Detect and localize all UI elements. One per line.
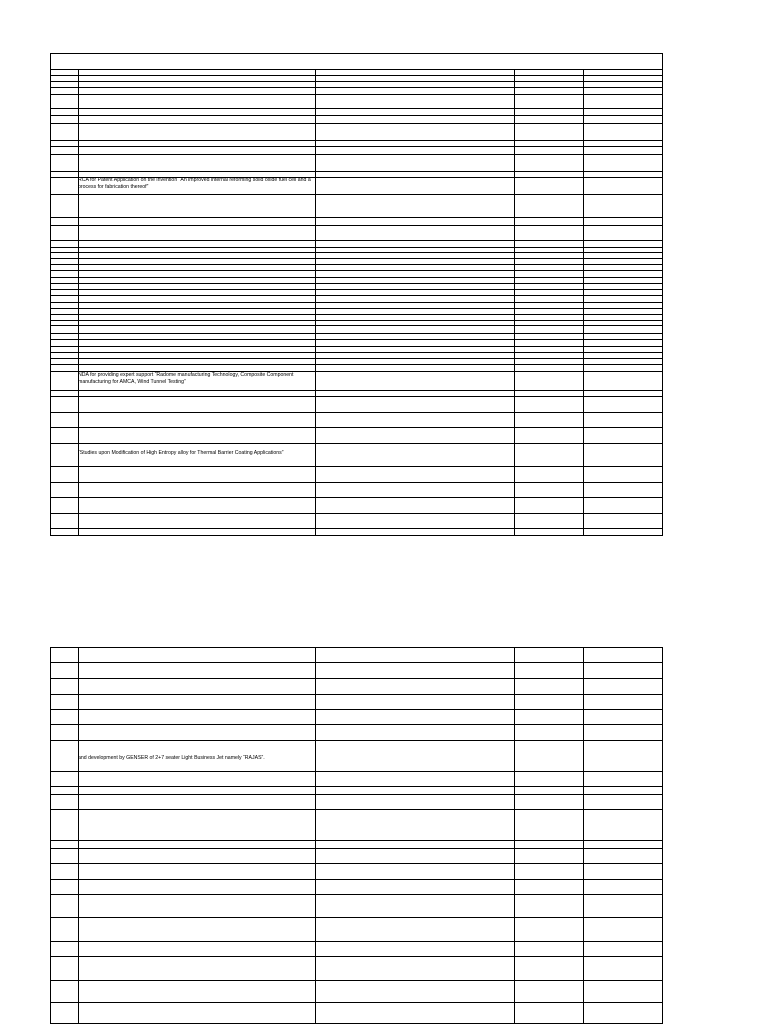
table-row-border: [50, 1002, 662, 1003]
table-row-cell-genser-rajas: and development by GENSER of 2+7 seater Light Business Jet namely “RAJAS”.: [78, 755, 265, 761]
table-row-border: [50, 358, 662, 359]
table-row-border: [50, 289, 662, 290]
table-row-border: [50, 53, 662, 54]
table-row-border: [50, 194, 662, 195]
table-row-border: [50, 108, 662, 109]
table-row-border: [50, 980, 662, 981]
table-row-border: [50, 270, 662, 271]
table-row-border: [50, 894, 662, 895]
table-row-border: [50, 94, 662, 95]
table-row-border: [50, 81, 662, 82]
table-row-border: [50, 69, 662, 70]
table-row-border: [50, 87, 662, 88]
table-row-border: [50, 225, 662, 226]
table-column-border: [662, 53, 663, 536]
table-row-border: [50, 662, 662, 663]
table-row-border: [50, 364, 662, 365]
table-row-border: [50, 75, 662, 76]
table-row-border: [50, 709, 662, 710]
table-row-border: [50, 740, 662, 741]
table-row-border: [50, 140, 662, 141]
table-column-border: [50, 647, 51, 1024]
table-column-border: [662, 647, 663, 1024]
table-row-border: [50, 771, 662, 772]
table-column-border: [583, 647, 584, 1024]
table-row-border: [50, 339, 662, 340]
table-row-border: [50, 314, 662, 315]
table-row-border: [50, 482, 662, 483]
table-row-border: [50, 809, 662, 810]
table-row-border: [50, 497, 662, 498]
table-column-border: [315, 647, 316, 1024]
table-row-border: [50, 396, 662, 397]
table-column-border: [514, 647, 515, 1024]
table-row-border: [50, 678, 662, 679]
table-row-border: [50, 647, 662, 648]
table-row-border: [50, 283, 662, 284]
table-row-border: [50, 277, 662, 278]
table-row-border: [50, 535, 662, 536]
table-row-cell-high-entropy-alloy: “Studies upon Modification of High Entropy alloy for Thermal Barrier Coating Applications”: [78, 450, 284, 456]
table-row-border: [50, 956, 662, 957]
table-row-border: [50, 724, 662, 725]
table-row-border: [50, 941, 662, 942]
table-row-border: [50, 863, 662, 864]
table-row-border: [50, 694, 662, 695]
table-row-border: [50, 123, 662, 124]
table-column-border: [50, 53, 51, 536]
table-row-border: [50, 917, 662, 918]
table-row-border: [50, 308, 662, 309]
table-row-border: [50, 146, 662, 147]
table-row-border: [50, 252, 662, 253]
table-row-border: [50, 240, 662, 241]
table-row-border: [50, 264, 662, 265]
table-row-border: [50, 528, 662, 529]
table-column-border: [315, 69, 316, 536]
table-row-border: [50, 217, 662, 218]
table-row-border: [50, 258, 662, 259]
table-row-border: [50, 848, 662, 849]
table-row-border: [50, 115, 662, 116]
table-row-border: [50, 325, 662, 326]
table-row-border: [50, 412, 662, 413]
table-row-border: [50, 513, 662, 514]
table-row-border: [50, 295, 662, 296]
table-row-border: [50, 333, 662, 334]
table-row-cell-nda-expert-support: NDA for providing expert support “Radome manufacturing Technology, Composite Component manufacturing for AMCA, Wind Tunnel Testing”: [78, 372, 295, 385]
table-row-border: [50, 171, 662, 172]
table-row-border: [50, 879, 662, 880]
table-column-border: [78, 647, 79, 1024]
table-row-border: [50, 466, 662, 467]
table-row-border: [50, 320, 662, 321]
table-row-border: [50, 786, 662, 787]
table-column-border: [514, 69, 515, 536]
table-row-cell-rca-patent: RCA for Patent Application on the invention “An improved internal reforming solid oxide fuel cell and a process for fabrication thereof”: [78, 177, 313, 190]
table-row-border: [50, 247, 662, 248]
table-row-border: [50, 154, 662, 155]
table-row-border: [50, 794, 662, 795]
table-row-border: [50, 302, 662, 303]
table-row-border: [50, 346, 662, 347]
table-row-border: [50, 840, 662, 841]
table-row-border: [50, 443, 662, 444]
table-row-border: [50, 427, 662, 428]
table-column-border: [583, 69, 584, 536]
table-row-border: [50, 352, 662, 353]
table-row-border: [50, 390, 662, 391]
